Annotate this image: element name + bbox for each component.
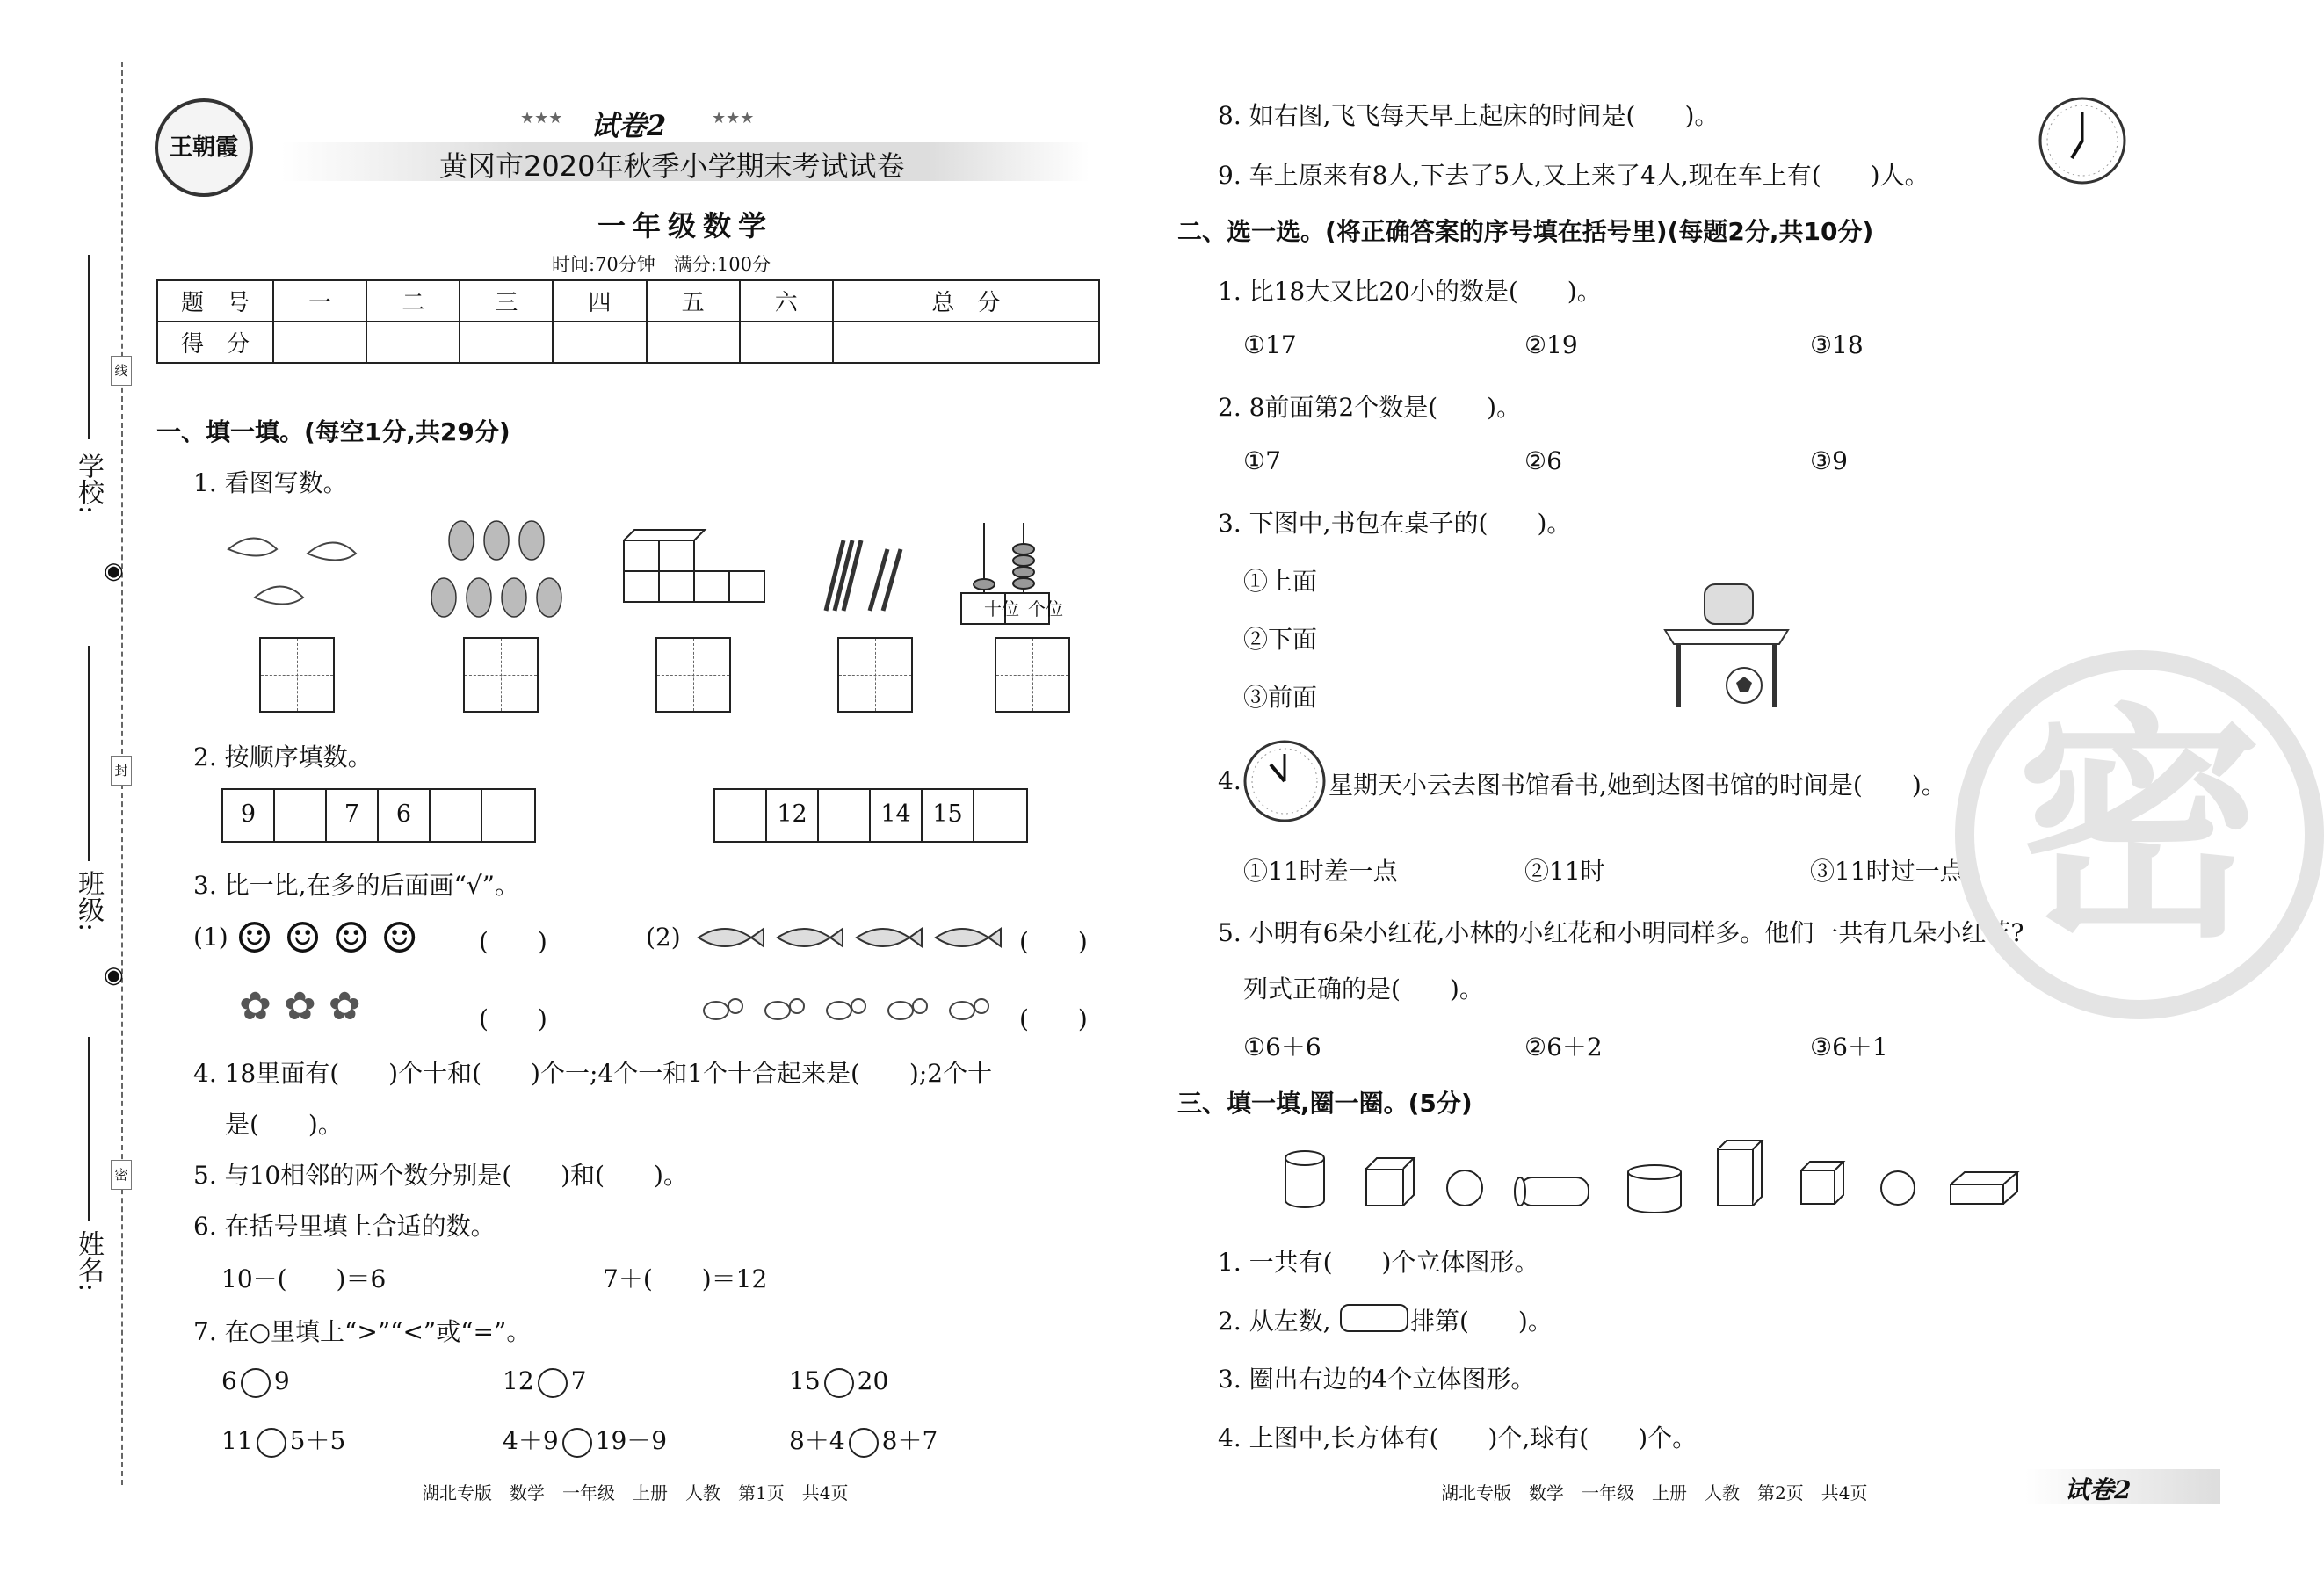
compare-right: 19－9 — [595, 1426, 668, 1455]
school-label: 学校: — [73, 453, 104, 515]
section-2-title: 二、选一选。(将正确答案的序号填在括号里)(每题2分,共10分) — [1177, 217, 1874, 246]
clock-icon — [1242, 738, 1328, 824]
compare-item — [503, 1422, 667, 1458]
choice-option[interactable]: ③6＋1 — [1810, 1032, 1888, 1061]
birds-icon — [228, 539, 356, 605]
subject-title: 一年级数学 — [597, 209, 774, 243]
class-label: 班级: — [73, 870, 104, 932]
logo: 王朝霞 — [155, 98, 253, 197]
clock-icon — [2037, 95, 2128, 186]
choice-5-text-cont: 列式正确的是( )。 — [1243, 974, 1484, 1003]
q2-text: 2. 按顺序填数。 — [193, 743, 373, 772]
stars-left-icon: ★★★ — [520, 109, 563, 127]
choice-option[interactable]: ③9 — [1810, 446, 1848, 475]
compare-item — [789, 1366, 888, 1398]
score-header-cell: 六 — [740, 280, 833, 322]
seq-cell[interactable]: 12 — [767, 790, 819, 841]
desk-and-bag-icon — [1661, 576, 1792, 712]
compare-circle[interactable] — [824, 1368, 854, 1398]
score-header-cell: 四 — [553, 280, 646, 322]
compare-item — [221, 1422, 345, 1458]
score-row-label: 得 分 — [157, 322, 273, 363]
choice-option[interactable]: ②6 — [1524, 446, 1562, 475]
score-cell[interactable] — [366, 322, 460, 363]
answer-box[interactable] — [837, 637, 913, 713]
seq-cell[interactable] — [715, 790, 767, 841]
compare-left: 15 — [789, 1366, 821, 1395]
choice-5-text: 5. 小明有6朵小红花,小林的小红花和小明同样多。他们一共有几朵小红花? — [1218, 918, 2024, 947]
sequence-row-1 — [221, 788, 536, 843]
pineapples-icon — [431, 521, 561, 617]
t3-text: 3. 圈出右边的4个立体图形。 — [1218, 1365, 1536, 1394]
score-header-cell: 五 — [647, 280, 740, 322]
q3-part2-label: (2) — [646, 923, 681, 952]
t1-text: 1. 一共有( )个立体图形。 — [1218, 1248, 1539, 1277]
abacus-tens-label: 十位 — [984, 598, 1019, 619]
score-cell[interactable] — [553, 322, 646, 363]
choice-option[interactable]: ①11时差一点 — [1243, 857, 1398, 886]
score-cell[interactable] — [647, 322, 740, 363]
score-cell[interactable] — [460, 322, 553, 363]
compare-circle[interactable] — [241, 1368, 271, 1398]
q6-expr-2: 7＋( )＝12 — [603, 1264, 768, 1293]
q1-text: 1. 看图写数。 — [193, 468, 348, 497]
series-label: 试卷2 — [590, 109, 667, 142]
answer-box[interactable] — [259, 637, 335, 713]
score-header-cell: 三 — [460, 280, 553, 322]
compare-circle[interactable] — [562, 1428, 592, 1458]
choice-3-text: 3. 下图中,书包在桌子的( )。 — [1218, 509, 1572, 538]
name-label: 姓名: — [73, 1230, 104, 1293]
cubes-icon — [624, 530, 764, 602]
section-1-title: 一、填一填。(每空1分,共29分) — [156, 417, 510, 446]
binding-mark-dense: 密 — [111, 1160, 132, 1190]
compare-circle[interactable] — [849, 1428, 879, 1458]
choice-option[interactable]: ③前面 — [1243, 683, 1318, 712]
choice-option[interactable]: ①6＋6 — [1243, 1032, 1321, 1061]
seq-cell[interactable]: 9 — [223, 790, 275, 841]
answer-box[interactable] — [463, 637, 539, 713]
choice-option[interactable]: ③11时过一点 — [1810, 857, 1965, 886]
choice-option[interactable]: ①上面 — [1243, 567, 1318, 596]
time-info: 时间:70分钟 满分:100分 — [552, 254, 771, 275]
binding-mark-line: 线 — [111, 356, 132, 386]
choice-2-text: 2. 8前面第2个数是( )。 — [1218, 393, 1522, 422]
seq-cell[interactable] — [482, 790, 534, 841]
q4-text-cont: 是( )。 — [225, 1110, 343, 1139]
watermark-seal: 密 — [1955, 650, 2324, 1019]
compare-right: 8＋7 — [881, 1426, 938, 1455]
t2-text-b: 排第( )。 — [1410, 1307, 1553, 1336]
compare-item — [221, 1366, 290, 1398]
compare-left: 11 — [221, 1426, 253, 1455]
compare-item — [789, 1422, 938, 1458]
q3-answer-paren[interactable]: ( ) — [479, 927, 547, 956]
compare-circle[interactable] — [538, 1368, 568, 1398]
q4-text: 4. 18里面有( )个十和( )个一;4个一和1个十合起来是( );2个十 — [193, 1059, 993, 1088]
answer-box[interactable] — [995, 637, 1070, 713]
footer-tag: 试卷2 — [2065, 1475, 2132, 1504]
name-field[interactable] — [88, 1037, 90, 1221]
t4-text: 4. 上图中,长方体有( )个,球有( )个。 — [1218, 1423, 1698, 1452]
q3-part1-label: (1) — [193, 923, 228, 952]
choice-option[interactable]: ②下面 — [1243, 625, 1318, 654]
choice-4-text: 星期天小云去图书馆看书,她到达图书馆的时间是( )。 — [1329, 771, 1946, 800]
choice-option[interactable]: ①17 — [1243, 330, 1297, 359]
footer-right: 湖北专版 数学 一年级 上册 人教 第2页 共4页 — [1441, 1482, 1868, 1503]
smiley-faces-icon: ☺☺☺☺ — [235, 914, 430, 963]
q8-text: 8. 如右图,飞飞每天早上起床的时间是( )。 — [1218, 101, 1719, 130]
footer-left: 湖北专版 数学 一年级 上册 人教 第1页 共4页 — [422, 1482, 849, 1503]
q5-text: 5. 与10相邻的两个数分别是( )和( )。 — [193, 1161, 688, 1190]
answer-box[interactable] — [655, 637, 731, 713]
compare-right: 7 — [570, 1366, 587, 1395]
score-cell[interactable] — [740, 322, 833, 363]
section-3-title: 三、填一填,圈一圈。(5分) — [1177, 1089, 1473, 1118]
flowers-icon: ✿✿✿ — [239, 984, 373, 1029]
solid-shapes-icon — [1278, 1134, 2034, 1221]
choice-option[interactable]: ①7 — [1243, 446, 1281, 475]
compare-left: 4＋9 — [503, 1426, 559, 1455]
seq-cell[interactable]: 14 — [871, 790, 923, 841]
compare-right: 9 — [273, 1366, 290, 1395]
abacus-ones-label: 个位 — [1028, 598, 1063, 619]
compare-right: 20 — [857, 1366, 889, 1395]
seq-cell[interactable]: 6 — [379, 790, 431, 841]
compare-left: 6 — [221, 1366, 237, 1395]
choice-4-number: 4. — [1218, 766, 1242, 795]
class-field[interactable] — [88, 646, 90, 861]
choice-option[interactable]: ②11时 — [1524, 857, 1605, 886]
score-header-cell: 题 号 — [157, 280, 273, 322]
choice-option[interactable]: ③18 — [1810, 330, 1864, 359]
score-cell[interactable] — [273, 322, 366, 363]
seq-cell[interactable]: 15 — [923, 790, 974, 841]
q3-answer-paren[interactable]: ( ) — [1019, 1004, 1088, 1033]
school-field[interactable] — [88, 255, 90, 439]
sticks-icon — [826, 540, 901, 611]
q6-expr-1: 10－( )＝6 — [221, 1264, 387, 1293]
fish-and-ants-icon — [690, 918, 1015, 1032]
q9-text: 9. 车上原来有8人,下去了5人,又上来了4人,现在车上有( )人。 — [1218, 161, 1929, 190]
compare-item — [503, 1366, 586, 1398]
seq-cell[interactable] — [974, 790, 1026, 841]
score-cell[interactable] — [833, 322, 1099, 363]
q3-answer-paren[interactable]: ( ) — [479, 1004, 547, 1033]
seq-cell[interactable] — [275, 790, 327, 841]
compare-left: 8＋4 — [789, 1426, 845, 1455]
choice-1-text: 1. 比18大又比20小的数是( )。 — [1218, 277, 1602, 306]
sequence-row-2 — [713, 788, 1028, 843]
score-header-cell: 一 — [273, 280, 366, 322]
score-header-cell: 总 分 — [833, 280, 1099, 322]
score-header-cell: 二 — [366, 280, 460, 322]
compare-right: 5＋5 — [289, 1426, 346, 1455]
q3-text: 3. 比一比,在多的后面画“√”。 — [193, 871, 519, 900]
choice-option[interactable]: ②19 — [1524, 330, 1578, 359]
compare-left: 12 — [503, 1366, 534, 1395]
punch-hole-icon: ◉ — [104, 962, 124, 989]
stars-right-icon: ★★★ — [712, 109, 755, 127]
q7-text: 7. 在○里填上“>”“<”或“=”。 — [193, 1317, 532, 1346]
seq-cell[interactable] — [431, 790, 482, 841]
binding-mark-seal: 封 — [111, 756, 132, 786]
seq-cell[interactable]: 7 — [327, 790, 379, 841]
q6-text: 6. 在括号里填上合适的数。 — [193, 1212, 496, 1241]
compare-circle[interactable] — [257, 1428, 286, 1458]
choice-option[interactable]: ②6＋2 — [1524, 1032, 1603, 1061]
seq-cell[interactable] — [819, 790, 871, 841]
t2-text-a: 2. 从左数, — [1218, 1307, 1331, 1336]
exam-title: 黄冈市2020年秋季小学期末考试试卷 — [439, 149, 905, 183]
punch-hole-icon: ◉ — [104, 558, 124, 584]
score-table — [156, 279, 1100, 364]
q3-answer-paren[interactable]: ( ) — [1019, 927, 1088, 956]
cylinder-mini-icon — [1340, 1304, 1408, 1332]
